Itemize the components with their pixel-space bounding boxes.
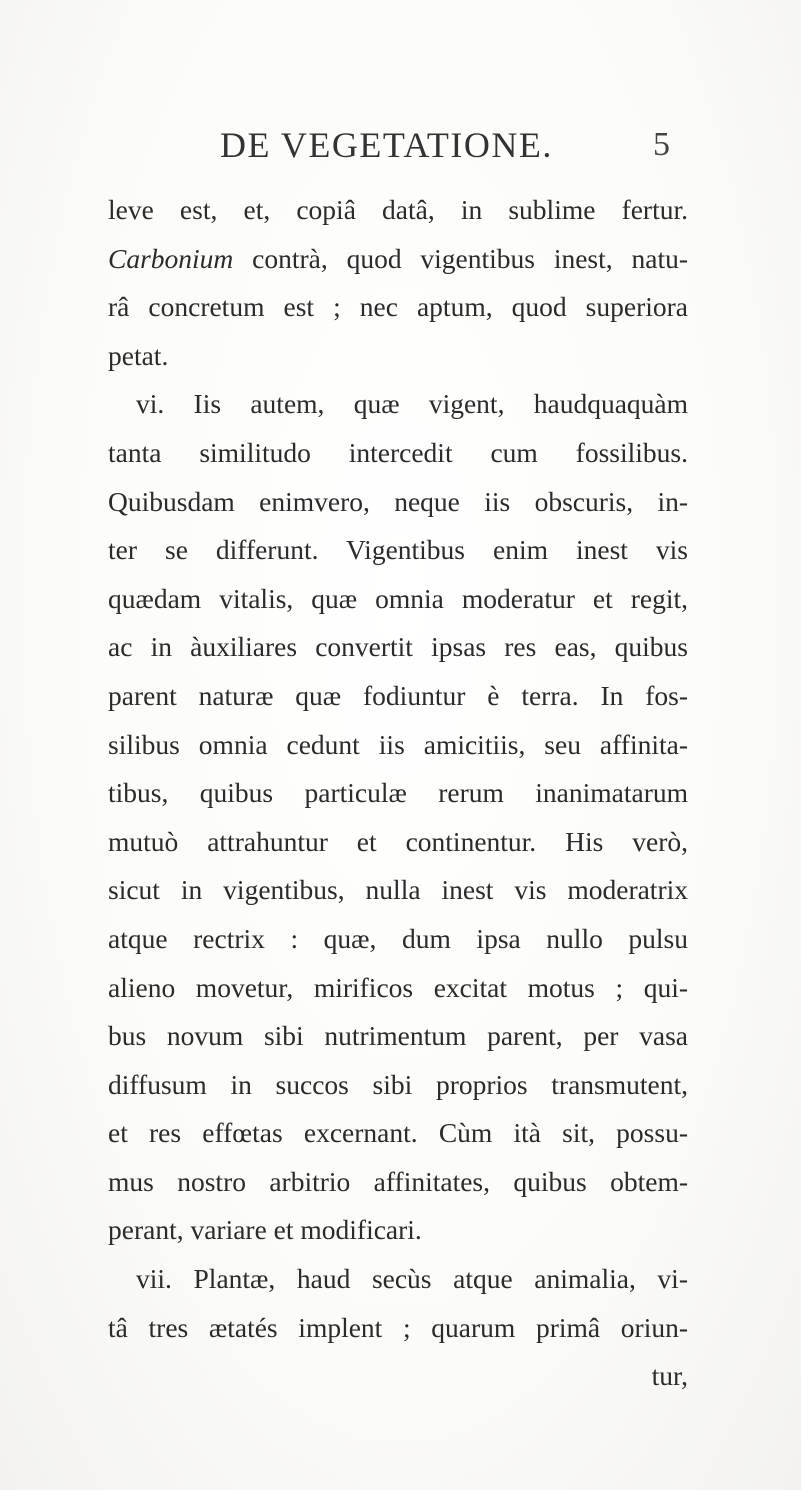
text-line: râ concretum est ; nec aptum, quod superiora — [108, 291, 688, 323]
text-line: leve est, et, copiâ datâ, in sublime fertur. — [108, 194, 688, 225]
text-line: silibus omnia cedunt iis amicitiis, seu affinita- — [108, 728, 688, 760]
text-line: Quibusdam enimvero, neque iis obscuris, in- — [108, 485, 688, 517]
text-line: tanta similitudo intercedit cum fossilibus. — [108, 436, 688, 468]
text-line: petat. — [108, 339, 169, 371]
text-line: tibus, quibus particulæ rerum inanimatarum — [108, 777, 688, 809]
body-text — [108, 186, 688, 1401]
text-line — [108, 235, 688, 284]
text-line: mutuò attrahuntur et continentur. His verò, — [108, 825, 688, 857]
page-number: 5 — [653, 126, 670, 163]
text-line: ac in àuxiliares convertit ipsas res eas, quibus — [108, 631, 688, 663]
text-line: ter se differunt. Vigentibus enim inest vis — [108, 534, 688, 566]
text-line: sicut in vigentibus, nulla inest vis moderatrix — [108, 874, 688, 906]
text-line: tâ tres ætatés implent ; quarum primâ oriun- — [108, 1311, 688, 1343]
running-head — [110, 124, 670, 164]
text-line: vii. Plantæ, haud secùs atque animalia, vi- — [136, 1263, 688, 1295]
text-line: alieno movetur, mirificos excitat motus ; qui- — [108, 971, 688, 1003]
text-line-rest: contrà, quod vigentibus inest, natu- — [233, 242, 688, 274]
text-line: perant, variare et modificari. — [108, 1214, 422, 1246]
text-line: vi. Iis autem, quæ vigent, haudquaquàm — [136, 388, 688, 420]
text-line: parent naturæ quæ fodiuntur è terra. In fos- — [108, 679, 688, 711]
text-line: diffusum in succos sibi proprios transmutent, — [108, 1068, 688, 1100]
text-line: atque rectrix : quæ, dum ipsa nullo pulsu — [108, 922, 688, 954]
text-line: mus nostro arbitrio affinitates, quibus obtem- — [108, 1165, 688, 1197]
text-line: quædam vitalis, quæ omnia moderatur et regit, — [108, 582, 688, 614]
running-title: DE VEGETATIONE. — [220, 125, 553, 165]
text-line: bus novum sibi nutrimentum parent, per vasa — [108, 1020, 688, 1052]
italic-term: Carbonium — [108, 242, 234, 274]
text-line: et res effœtas excernant. Cùm ità sit, possu- — [108, 1117, 688, 1149]
catchword: tur, — [651, 1360, 688, 1392]
